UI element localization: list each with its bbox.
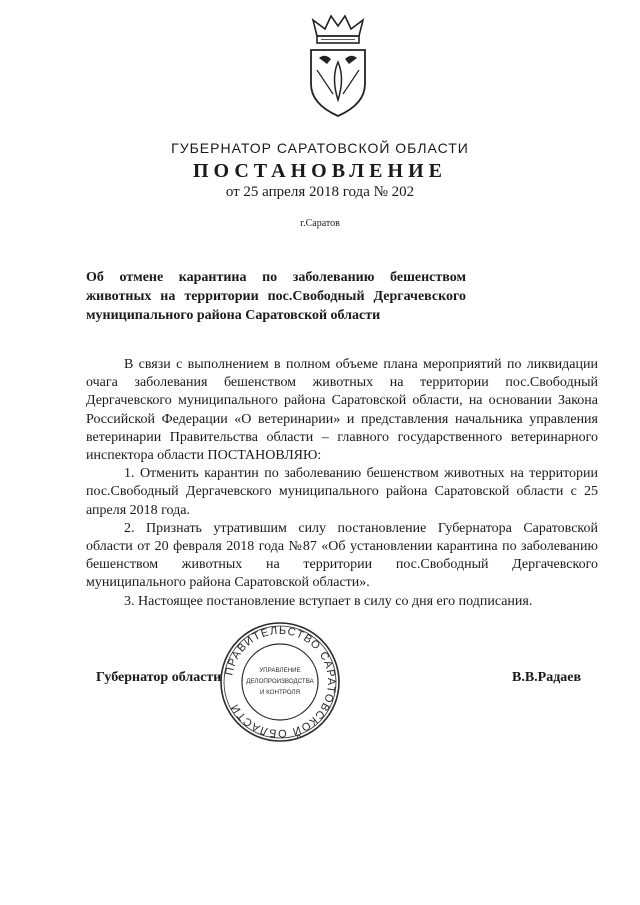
signatory-position: Губернатор области — [96, 670, 222, 685]
stamp-inner-line-1: УПРАВЛЕНИЕ — [259, 667, 301, 674]
stamp-inner-line-2: ДЕЛОПРОИЗВОДСТВА — [246, 678, 314, 685]
document-body — [86, 356, 598, 611]
stamp-inner-line-3: И КОНТРОЛЯ — [259, 689, 301, 696]
stamp-outer-text: ПРАВИТЕЛЬСТВО САРАТОВСКОЙ ОБЛАСТИ — [223, 624, 338, 740]
item-2-paragraph: 2. Признать утратившим силу постановление Губернатора Саратовской области от 20 февраля 2018 года №87 «Об установлении карантина по заболеванию бешенством животных на территории пос.Свободный Дергачевского муниципального района Саратовской области». — [86, 520, 598, 591]
document-subject: Об отмене карантина по заболеванию бешенством животных на территории пос.Свободный Дергачевского муниципального района Саратовской области — [86, 270, 466, 323]
official-stamp — [218, 620, 342, 744]
item-3-paragraph: 3. Настоящее постановление вступает в силу со дня его подписания. — [124, 593, 533, 609]
document-date-number: от 25 апреля 2018 года № 202 — [225, 184, 415, 200]
preamble-paragraph: В связи с выполнением в полном объеме плана мероприятий по ликвидации очага заболевания бешенством животных на территории пос.Свободный Дергачевского муниципального района Саратовской области, на основании Закона Российской Федерации «О ветеринарии» и представления начальника управления ветеринарии Правительства области – главного государственного ветеринарного инспектора области ПОСТАНОВЛЯЮ: — [86, 357, 598, 464]
issuing-authority: ГУБЕРНАТОР САРАТОВСКОЙ ОБЛАСТИ — [171, 140, 469, 156]
item-1-paragraph: 1. Отменить карантин по заболеванию бешенством животных на территории пос.Свободный Дергачевского муниципального района Саратовской области с 25 апреля 2018 года. — [86, 466, 598, 518]
signatory-name: В.В.Радаев — [512, 670, 582, 685]
document-city: г.Саратов — [300, 218, 340, 229]
document-type-title: ПОСТАНОВЛЕНИЕ — [193, 160, 447, 182]
coat-of-arms-icon — [303, 12, 373, 120]
